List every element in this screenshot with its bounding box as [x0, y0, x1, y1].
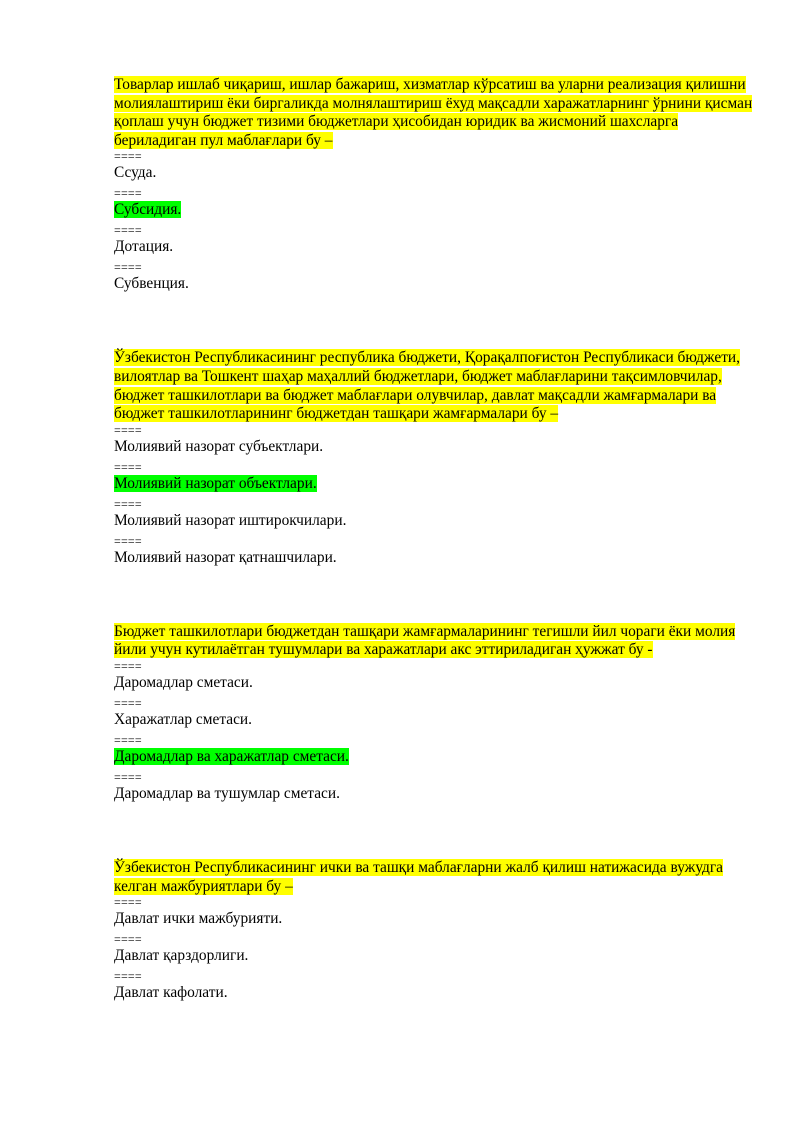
- answer-option: [114, 162, 754, 187]
- answer-option: [114, 945, 754, 970]
- option-separator: ====: [114, 695, 142, 710]
- answer-option: [114, 783, 754, 802]
- question-block: [114, 76, 754, 292]
- answer-option-correct: [114, 473, 754, 498]
- answer-option-text: Даромадлар сметаси.: [114, 673, 253, 691]
- option-separator: ====: [114, 149, 142, 164]
- answer-option-text: Ссуда.: [114, 164, 157, 182]
- option-separator: ====: [114, 769, 142, 784]
- answer-option: [114, 982, 754, 1001]
- answer-option: [114, 908, 754, 933]
- option-separator: ====: [114, 533, 142, 548]
- answer-option-text: Молиявий назорат қатнашчилари.: [114, 548, 337, 566]
- answer-option-text: Харажатлар сметаси.: [114, 710, 252, 728]
- question-text: [114, 623, 754, 660]
- option-separator: ====: [114, 969, 142, 984]
- answer-option-text: Молиявий назорат иштирокчилари.: [114, 511, 347, 529]
- question-highlight: Ўзбекистон Республикасининг республика бюджети, Қорақалпоғистон Республикаси бюджети, вилоятлар ва Тошкент шаҳар маҳаллий бюджетлари, бюджет маблағларини тақсимловчилар, бюджет ташкилотлари ва бюджет маблағлари олувчилар, давлат мақсадли жамғармалари ва бюджет ташкилотларининг бюджетдан ташқари жамғармалари бу –: [114, 349, 741, 423]
- document-page: [114, 76, 754, 1001]
- answer-option-correct: [114, 746, 754, 771]
- answer-option-text: Молиявий назорат субъектлари.: [114, 437, 324, 455]
- answer-option-text: Давлат қарздорлиги.: [114, 947, 249, 965]
- question-text: [114, 859, 754, 896]
- answer-option: [114, 436, 754, 461]
- question-block: [114, 623, 754, 802]
- answer-option-text: Дотация.: [114, 238, 174, 256]
- question-text: [114, 349, 754, 423]
- answer-option-text: Молиявий назорат объектлари.: [114, 474, 317, 492]
- option-separator: ====: [114, 658, 142, 673]
- answer-option: [114, 547, 754, 566]
- answer-option-correct: [114, 199, 754, 224]
- answer-option: [114, 709, 754, 734]
- answer-option: [114, 672, 754, 697]
- answer-option: [114, 510, 754, 535]
- option-separator: ====: [114, 422, 142, 437]
- question-block: [114, 859, 754, 1001]
- question-highlight: Ўзбекистон Республикасининг ички ва ташқи маблағларни жалб қилиш натижасида вужудга келган мажбуриятлари бу –: [114, 858, 724, 895]
- answer-option: [114, 273, 754, 292]
- answer-option-text: Давлат ички мажбурияти.: [114, 910, 283, 928]
- question-highlight: Бюджет ташкилотлари бюджетдан ташқари жамғармаларининг тегишли йил чораги ёки молия йили учун кутилаётган тушумлари ва харажатлари акс эттириладиган ҳужжат бу -: [114, 622, 736, 659]
- question-highlight: Товарлар ишлаб чиқариш, ишлар бажариш, хизматлар кўрсатиш ва уларни реализация қилишни молиялаштириш ёки биргаликда молнялаштириш ёхуд мақсадли харажатларнинг ўрнини қисман қоплаш учун бюджет тизими бюджетлари ҳисобидан юридик ва жисмоний шахсларга бериладиган пул маблағлари бу –: [114, 76, 753, 149]
- option-separator: ====: [114, 223, 142, 238]
- question-block: [114, 349, 754, 565]
- answer-option-text: Давлат кафолати.: [114, 984, 228, 1002]
- option-separator: ====: [114, 260, 142, 275]
- answer-option-text: Субвенция.: [114, 275, 189, 293]
- option-separator: ====: [114, 496, 142, 511]
- answer-option-text: Даромадлар ва харажатлар сметаси.: [114, 747, 349, 765]
- answer-option-text: Субсидия.: [114, 201, 182, 219]
- option-separator: ====: [114, 895, 142, 910]
- option-separator: ====: [114, 459, 142, 474]
- question-text: [114, 76, 754, 150]
- option-separator: ====: [114, 732, 142, 747]
- option-separator: ====: [114, 186, 142, 201]
- option-separator: ====: [114, 932, 142, 947]
- answer-option-text: Даромадлар ва тушумлар сметаси.: [114, 784, 340, 802]
- answer-option: [114, 236, 754, 261]
